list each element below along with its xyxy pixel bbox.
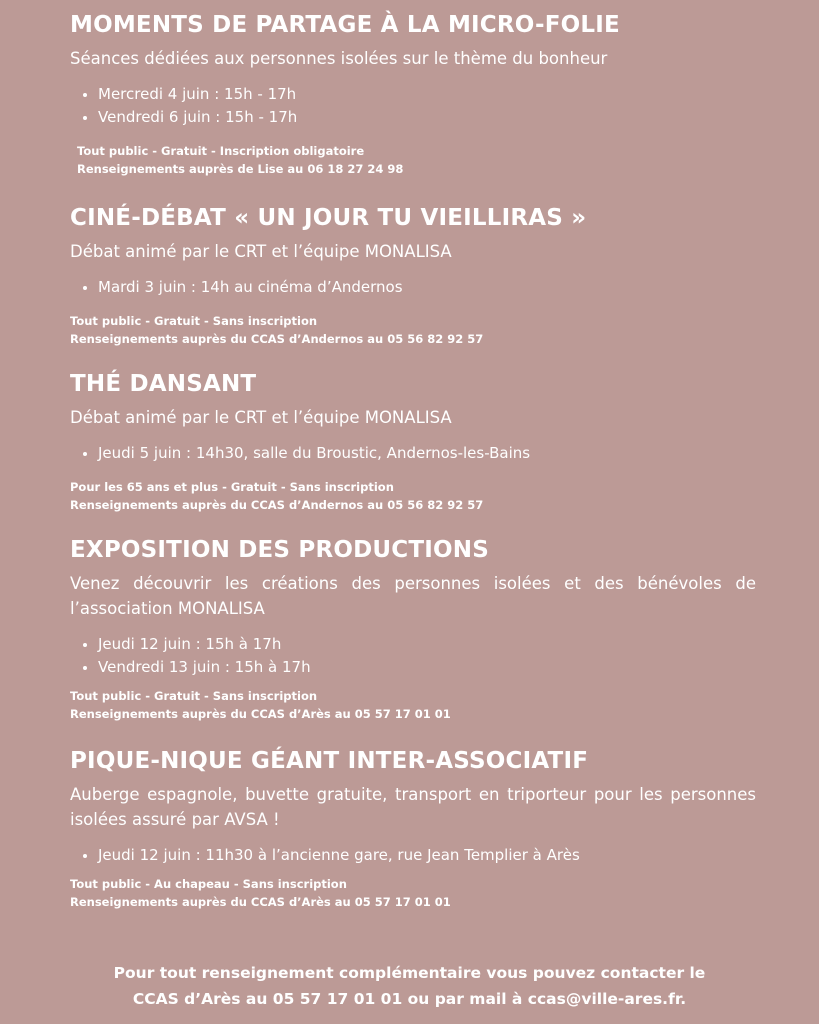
footer-line: CCAS d’Arès au 05 57 17 01 01 ou par mail à ccas@ville-ares.fr. — [132, 990, 687, 1008]
section-subtitle: Séances dédiées aux personnes isolées sur le thème du bonheur — [70, 49, 608, 68]
schedule-list — [70, 844, 756, 867]
section-subtitle: Venez découvrir les créations des personnes isolées et des bénévoles de l’association MONALISA — [70, 574, 756, 618]
schedule-item: Mardi 3 juin : 14h au cinéma d’Andernos — [80, 276, 756, 299]
schedule-list — [70, 83, 756, 129]
section-the-dansant — [70, 371, 756, 514]
section-subtitle: Débat animé par le CRT et l’équipe MONALISA — [70, 242, 452, 261]
section-title: THÉ DANSANT — [70, 371, 257, 397]
schedule-item: Mercredi 4 juin : 15h - 17h — [80, 83, 756, 106]
section-info — [70, 687, 756, 723]
schedule-item: Jeudi 12 juin : 15h à 17h — [80, 633, 756, 656]
section-micro-folie — [70, 12, 756, 178]
section-info — [70, 875, 756, 911]
info-conditions: Tout public - Gratuit - Sans inscription — [70, 689, 318, 703]
section-cine-debat — [70, 205, 756, 348]
section-title: EXPOSITION DES PRODUCTIONS — [70, 537, 489, 563]
info-conditions: Tout public - Gratuit - Sans inscription — [70, 314, 318, 328]
info-contact: Renseignements auprès du CCAS d’Arès au 05 57 17 01 01 — [70, 707, 451, 721]
section-title: PIQUE-NIQUE GÉANT INTER-ASSOCIATIF — [70, 748, 589, 774]
schedule-list — [70, 276, 756, 299]
footer-line: Pour tout renseignement complémentaire vous pouvez contacter le — [113, 964, 706, 982]
section-info — [70, 142, 756, 178]
info-contact: Renseignements auprès du CCAS d’Andernos au 05 56 82 92 57 — [70, 498, 484, 512]
schedule-list — [70, 442, 756, 465]
section-info — [70, 312, 756, 348]
section-subtitle: Auberge espagnole, buvette gratuite, transport en triporteur pour les personnes isolées assuré par AVSA ! — [70, 785, 756, 829]
section-subtitle: Débat animé par le CRT et l’équipe MONALISA — [70, 408, 452, 427]
section-exposition — [70, 537, 756, 723]
info-conditions: Tout public - Gratuit - Inscription obligatoire — [77, 144, 365, 158]
info-conditions: Pour les 65 ans et plus - Gratuit - Sans inscription — [70, 480, 394, 494]
section-info — [70, 478, 756, 514]
footer-contact — [0, 960, 819, 1012]
info-conditions: Tout public - Au chapeau - Sans inscription — [70, 877, 347, 891]
schedule-list — [70, 633, 756, 679]
section-title: MOMENTS DE PARTAGE À LA MICRO-FOLIE — [70, 12, 620, 38]
section-pique-nique — [70, 748, 756, 911]
info-contact: Renseignements auprès de Lise au 06 18 27 24 98 — [77, 162, 404, 176]
schedule-item: Vendredi 13 juin : 15h à 17h — [80, 656, 756, 679]
info-contact: Renseignements auprès du CCAS d’Arès au 05 57 17 01 01 — [70, 895, 451, 909]
schedule-item: Vendredi 6 juin : 15h - 17h — [80, 106, 756, 129]
schedule-item: Jeudi 5 juin : 14h30, salle du Broustic, Andernos-les-Bains — [80, 442, 756, 465]
schedule-item: Jeudi 12 juin : 11h30 à l’ancienne gare, rue Jean Templier à Arès — [80, 844, 756, 867]
info-contact: Renseignements auprès du CCAS d’Andernos au 05 56 82 92 57 — [70, 332, 484, 346]
section-title: CINÉ-DÉBAT « UN JOUR TU VIEILLIRAS » — [70, 205, 587, 231]
